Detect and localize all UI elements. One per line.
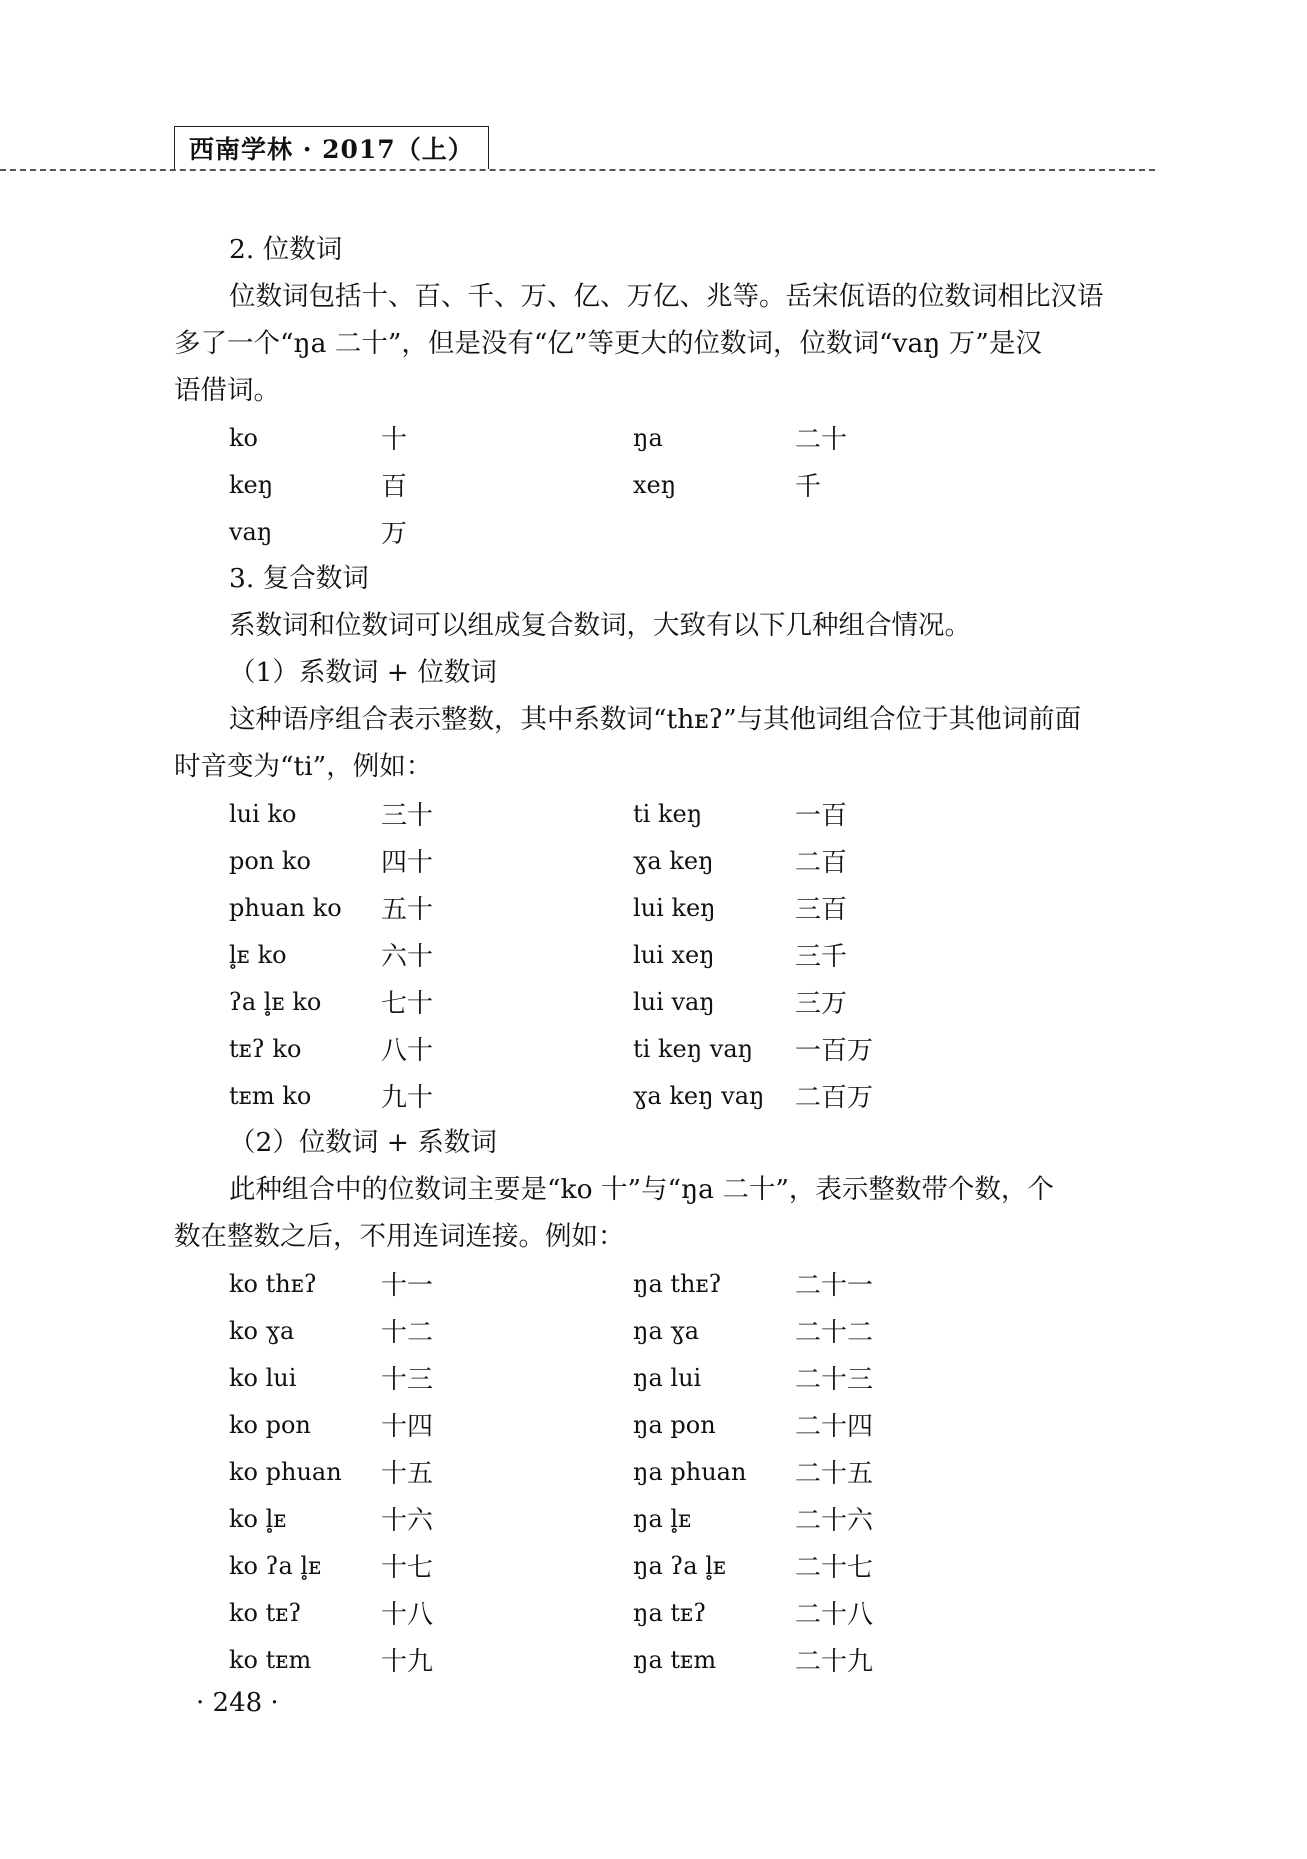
wa-term: ʔa l̥ᴇ ko	[229, 987, 322, 1016]
chinese-gloss: 一百万	[795, 1036, 874, 1066]
table-row	[174, 1636, 1155, 1683]
wa-term: ko tᴇʔ	[229, 1598, 302, 1627]
paragraph-line: 这种语序组合表示整数，其中系数词“thᴇʔ”与其他词组合位于其他词前面	[229, 704, 1082, 735]
chinese-gloss: 四十	[381, 848, 434, 878]
chinese-gloss: 二百万	[795, 1083, 874, 1113]
section-heading: 3. 复合数词	[229, 563, 369, 594]
running-header	[174, 126, 489, 169]
wa-term: ko lui	[229, 1363, 297, 1392]
chinese-gloss: 一百	[795, 801, 848, 831]
table-row	[174, 1542, 1155, 1589]
table-row	[174, 931, 1155, 978]
chinese-gloss: 十四	[381, 1412, 434, 1442]
chinese-gloss: 十	[381, 425, 408, 455]
chinese-gloss: 七十	[381, 989, 434, 1019]
chinese-gloss: 三百	[795, 895, 848, 925]
subsection-heading: （1）系数词 + 位数词	[229, 657, 497, 688]
table-row	[174, 1448, 1155, 1495]
page-body	[174, 226, 1155, 1683]
table-row	[174, 884, 1155, 931]
wa-term: ŋa tᴇm	[633, 1645, 717, 1674]
paragraph-line: 此种组合中的位数词主要是“ko 十”与“ŋa 二十”，表示整数带个数，个	[229, 1174, 1054, 1205]
chinese-gloss: 六十	[381, 942, 434, 972]
chinese-gloss: 十七	[381, 1553, 434, 1583]
wa-term: ŋa pon	[633, 1410, 716, 1439]
wa-term: ŋa phuan	[633, 1457, 747, 1486]
wa-term: phuan ko	[229, 893, 342, 922]
wa-term: ko pon	[229, 1410, 311, 1439]
numeral-table	[174, 790, 1155, 1119]
wa-term: ti keŋ	[633, 799, 703, 828]
table-row	[174, 1072, 1155, 1119]
wa-term: lui ko	[229, 799, 297, 828]
numeral-table	[174, 414, 1155, 555]
chinese-gloss: 二十四	[795, 1412, 874, 1442]
chinese-gloss: 三千	[795, 942, 848, 972]
paragraph-line: 多了一个“ŋa 二十”，但是没有“亿”等更大的位数词，位数词“vaŋ 万”是汉	[174, 328, 1042, 359]
journal-title: 西南学林 · 2017（上）	[189, 135, 474, 164]
chinese-gloss: 三十	[381, 801, 434, 831]
chinese-gloss: 八十	[381, 1036, 434, 1066]
chinese-gloss: 五十	[381, 895, 434, 925]
wa-term: ko tᴇm	[229, 1645, 312, 1674]
table-row	[174, 1401, 1155, 1448]
chinese-gloss: 十一	[381, 1271, 434, 1301]
chinese-gloss: 二十二	[795, 1318, 874, 1348]
chinese-gloss: 二十六	[795, 1506, 874, 1536]
wa-term: lui vaŋ	[633, 987, 715, 1016]
wa-term: ɣa keŋ	[633, 846, 714, 875]
table-row	[174, 1025, 1155, 1072]
chinese-gloss: 十五	[381, 1459, 434, 1489]
wa-term: ko ʔa l̥ᴇ	[229, 1551, 322, 1580]
subsection-heading: （2）位数词 + 系数词	[229, 1127, 497, 1158]
wa-term: ko	[229, 423, 258, 452]
wa-term: keŋ	[229, 470, 274, 499]
paragraph-line: 语借词。	[174, 375, 280, 406]
section-heading: 2. 位数词	[229, 234, 343, 265]
chinese-gloss: 二十五	[795, 1459, 874, 1489]
table-row	[174, 508, 1155, 555]
wa-term: ŋa l̥ᴇ	[633, 1504, 692, 1533]
wa-term: ko l̥ᴇ	[229, 1504, 287, 1533]
wa-term: ŋa ɣa	[633, 1316, 700, 1345]
wa-term: vaŋ	[229, 517, 273, 546]
header-dashed-rule	[0, 169, 1155, 171]
wa-term: xeŋ	[633, 470, 677, 499]
page-number: · 248 ·	[196, 1688, 279, 1718]
chinese-gloss: 十二	[381, 1318, 434, 1348]
table-row	[174, 837, 1155, 884]
wa-term: ti keŋ vaŋ	[633, 1034, 754, 1063]
numeral-table	[174, 1260, 1155, 1683]
wa-term: pon ko	[229, 846, 311, 875]
wa-term: tᴇm ko	[229, 1081, 312, 1110]
chinese-gloss: 十九	[381, 1647, 434, 1677]
chinese-gloss: 十六	[381, 1506, 434, 1536]
chinese-gloss: 二十三	[795, 1365, 874, 1395]
chinese-gloss: 三万	[795, 989, 848, 1019]
wa-term: ŋa lui	[633, 1363, 702, 1392]
chinese-gloss: 千	[795, 472, 822, 502]
paragraph-line: 时音变为“ti”，例如：	[174, 751, 433, 782]
wa-term: ko phuan	[229, 1457, 342, 1486]
table-row	[174, 790, 1155, 837]
chinese-gloss: 万	[381, 519, 408, 549]
table-row	[174, 1354, 1155, 1401]
chinese-gloss: 二十七	[795, 1553, 874, 1583]
wa-term: lui keŋ	[633, 893, 716, 922]
paragraph-line: 数在整数之后，不用连词连接。例如：	[174, 1221, 625, 1252]
chinese-gloss: 二十	[795, 425, 848, 455]
chinese-gloss: 二十一	[795, 1271, 874, 1301]
chinese-gloss: 二百	[795, 848, 848, 878]
wa-term: lui xeŋ	[633, 940, 715, 969]
wa-term: ko thᴇʔ	[229, 1269, 317, 1298]
table-row	[174, 978, 1155, 1025]
wa-term: ŋa tᴇʔ	[633, 1598, 707, 1627]
wa-term: ɣa keŋ vaŋ	[633, 1081, 765, 1110]
wa-term: l̥ᴇ ko	[229, 940, 287, 969]
chinese-gloss: 十八	[381, 1600, 434, 1630]
wa-term: ŋa thᴇʔ	[633, 1269, 722, 1298]
chinese-gloss: 二十八	[795, 1600, 874, 1630]
wa-term: ŋa ʔa l̥ᴇ	[633, 1551, 727, 1580]
wa-term: ko ɣa	[229, 1316, 295, 1345]
table-row	[174, 1589, 1155, 1636]
chinese-gloss: 百	[381, 472, 408, 502]
table-row	[174, 1307, 1155, 1354]
chinese-gloss: 九十	[381, 1083, 434, 1113]
chinese-gloss: 二十九	[795, 1647, 874, 1677]
table-row	[174, 461, 1155, 508]
table-row	[174, 414, 1155, 461]
table-row	[174, 1495, 1155, 1542]
paragraph-line: 系数词和位数词可以组成复合数词，大致有以下几种组合情况。	[229, 610, 971, 641]
paragraph-line: 位数词包括十、百、千、万、亿、万亿、兆等。岳宋佤语的位数词相比汉语	[229, 281, 1104, 312]
wa-term: tᴇʔ ko	[229, 1034, 302, 1063]
wa-term: ŋa	[633, 423, 663, 452]
table-row	[174, 1260, 1155, 1307]
chinese-gloss: 十三	[381, 1365, 434, 1395]
